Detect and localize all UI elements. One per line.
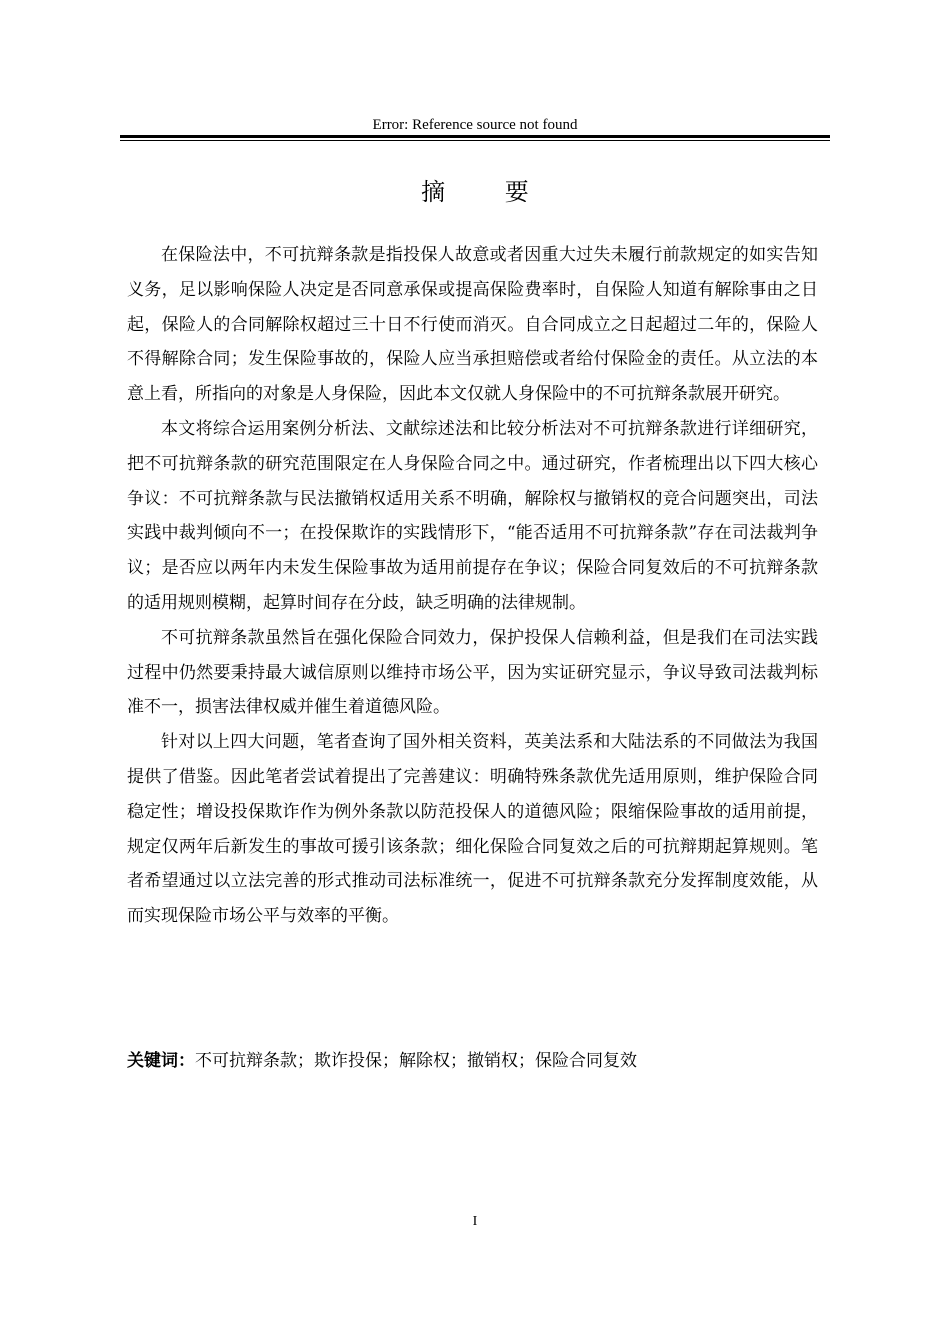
header-rule-thin xyxy=(120,140,830,141)
abstract-paragraph: 针对以上四大问题，笔者查询了国外相关资料，英美法系和大陆法系的不同做法为我国提供了借鉴。因此笔者尝试着提出了完善建议：明确特殊条款优先适用原则，维护保险合同稳定性；增设投保欺诈作为例外条款以防范投保人的道德风险；限缩保险事故的适用前提，规定仅两年后新发生的事故可援引该条款；细化保险合同复效之后的可抗辩期起算规则。笔者希望通过以立法完善的形式推动司法标准统一，促进不可抗辩条款充分发挥制度效能，从而实现保险市场公平与效率的平衡。 xyxy=(127,732,818,927)
keywords-value: 不可抗辩条款；欺诈投保；解除权；撤销权；保险合同复效 xyxy=(195,1051,637,1071)
page-number: I xyxy=(472,1214,478,1229)
running-header: Error: Reference source not found xyxy=(372,117,578,133)
abstract-paragraph: 本文将综合运用案例分析法、文献综述法和比较分析法对不可抗辩条款进行详细研究，把不可抗辩条款的研究范围限定在人身保险合同之中。通过研究，作者梳理出以下四大核心争议：不可抗辩条款与民法撤销权适用关系不明确，解除权与撤销权的竞合问题突出，司法实践中裁判倾向不一；在投保欺诈的实践情形下，“能否适用不可抗辩条款”存在司法裁判争议；是否应以两年内未发生保险事故为适用前提存在争议；保险合同复效后的不可抗辩条款的适用规则模糊，起算时间存在分歧，缺乏明确的法律规制。 xyxy=(127,418,818,613)
abstract-paragraph: 在保险法中，不可抗辩条款是指投保人故意或者因重大过失未履行前款规定的如实告知义务，足以影响保险人决定是否同意承保或提高保险费率时，自保险人知道有解除事由之日起，保险人的合同解除权超过三十日不行使而消灭。自合同成立之日起超过二年的，保险人不得解除合同；发生保险事故的，保险人应当承担赔偿或者给付保险金的责任。从立法的本意上看，所指向的对象是人身保险，因此本文仅就人身保险中的不可抗辩条款展开研究。 xyxy=(127,245,818,405)
abstract-paragraph: 不可抗辩条款虽然旨在强化保险合同效力，保护投保人信赖利益，但是我们在司法实践过程中仍然要秉持最大诚信原则以维持市场公平，因为实证研究显示，争议导致司法裁判标准不一，损害法律权威并催生着道德风险。 xyxy=(127,627,818,718)
keywords-line xyxy=(127,1044,818,1078)
page-title: 摘 要 xyxy=(421,178,555,206)
header-rule-thick xyxy=(120,135,830,138)
keywords-label: 关键词： xyxy=(127,1051,195,1071)
abstract-body xyxy=(127,238,818,934)
